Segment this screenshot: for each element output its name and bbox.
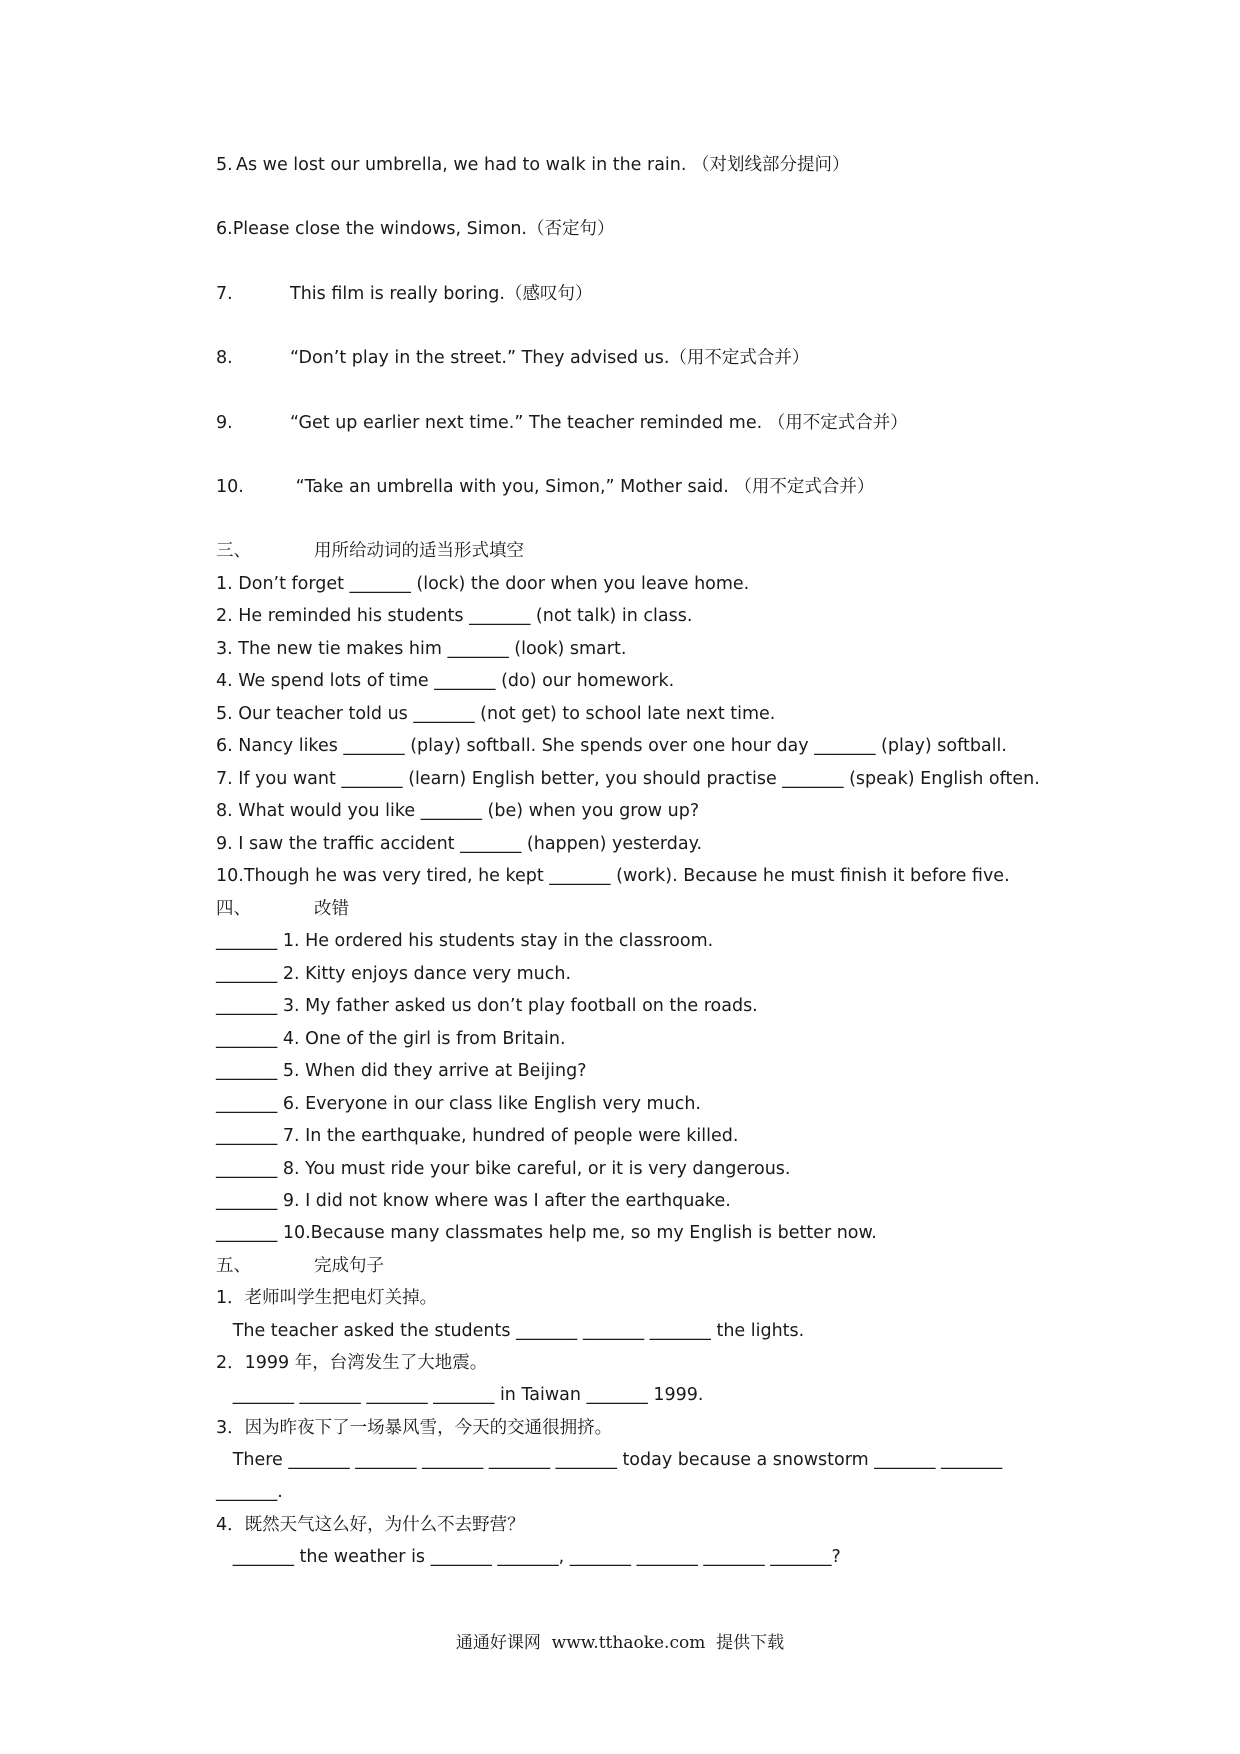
list-item: There _______ _______ _______ _______ _______ today because a snowstorm _______ _______ [216,1450,1003,1470]
list-item: 1. Don’t forget _______ (lock) the door when you leave home. [216,574,750,594]
list-item: 4．既然天气这么好，为什么不去野营？ [216,1515,525,1535]
section-3-heading [216,540,524,562]
item-text: “Get up earlier next time.” The teacher reminded me. （用不定式合并） [290,413,908,433]
list-item: 10.Though he was very tired, he kept _______ (work). Because he must finish it before five. [216,866,1010,886]
list-item: 6. Nancy likes _______ (play) softball. She spends over one hour day _______ (play) softball. [216,736,1007,756]
list-item: _______ 7. In the earthquake, hundred of people were killed. [216,1126,739,1146]
section-title: 完成句子 [314,1256,384,1276]
section-title: 改错 [314,899,349,919]
list-item: 2. He reminded his students _______ (not talk) in class. [216,606,693,626]
section-title: 用所给动词的适当形式填空 [314,541,524,561]
list-item: _______ the weather is _______ _______, _______ _______ _______ _______? [216,1547,841,1567]
item-7 [216,283,592,305]
section-number: 四、 [216,899,251,919]
list-item: _______ 3. My father asked us don’t play football on the roads. [216,996,758,1016]
list-item: _______. [216,1482,283,1502]
list-item: _______ 5. When did they arrive at Beijing? [216,1061,587,1081]
list-item: 9. I saw the traffic accident _______ (happen) yesterday. [216,834,703,854]
section-number: 三、 [216,541,251,561]
list-item: The teacher asked the students _______ _______ _______ the lights. [216,1321,805,1341]
item-number: 10. [216,477,244,497]
list-item: 5. Our teacher told us _______ (not get) to school late next time. [216,704,776,724]
list-item: _______ 8. You must ride your bike careful, or it is very dangerous. [216,1159,791,1179]
item-text: As we lost our umbrella, we had to walk in the rain. （对划线部分提问） [236,155,850,175]
item-10 [216,476,874,498]
list-item: _______ 10.Because many classmates help me, so my English is better now. [216,1223,877,1243]
item-number: 5. [216,155,233,175]
list-item: 7. If you want _______ (learn) English better, you should practise _______ (speak) English often. [216,769,1040,789]
item-8 [216,347,809,369]
item-number: 7. [216,284,233,304]
section-4-heading [216,898,349,920]
list-item: _______ 2. Kitty enjoys dance very much. [216,964,572,984]
item-text: This film is really boring.（感叹句） [290,284,593,304]
section-5-heading [216,1255,384,1277]
list-item: 3．因为昨夜下了一场暴风雪，今天的交通很拥挤。 [216,1418,613,1438]
list-item: _______ 9. I did not know where was I after the earthquake. [216,1191,731,1211]
item-text: Please close the windows, Simon.（否定句） [232,219,615,239]
list-item: 4. We spend lots of time _______ (do) our homework. [216,671,675,691]
list-item: _______ 6. Everyone in our class like English very much. [216,1094,701,1114]
item-5 [216,154,850,176]
item-6 [216,218,615,240]
section-number: 五、 [216,1256,251,1276]
page-footer: 通通好课网 www.tthaoke.com 提供下载 [455,1633,785,1653]
list-item: _______ 1. He ordered his students stay in the classroom. [216,931,714,951]
list-item: 2．1999 年，台湾发生了大地震。 [216,1353,488,1373]
item-text: “Don’t play in the street.” They advised us.（用不定式合并） [290,348,810,368]
item-9 [216,412,908,434]
list-item: 3. The new tie makes him _______ (look) smart. [216,639,627,659]
list-item: 8. What would you like _______ (be) when you grow up? [216,801,700,821]
list-item: _______ 4. One of the girl is from Britain. [216,1029,566,1049]
item-number: 8. [216,348,233,368]
item-text: “Take an umbrella with you, Simon,” Mother said. （用不定式合并） [290,477,875,497]
list-item: 1．老师叫学生把电灯关掉。 [216,1288,438,1308]
item-number: 6. [216,219,233,239]
list-item: _______ _______ _______ _______ in Taiwan _______ 1999. [216,1385,704,1405]
item-number: 9. [216,413,233,433]
